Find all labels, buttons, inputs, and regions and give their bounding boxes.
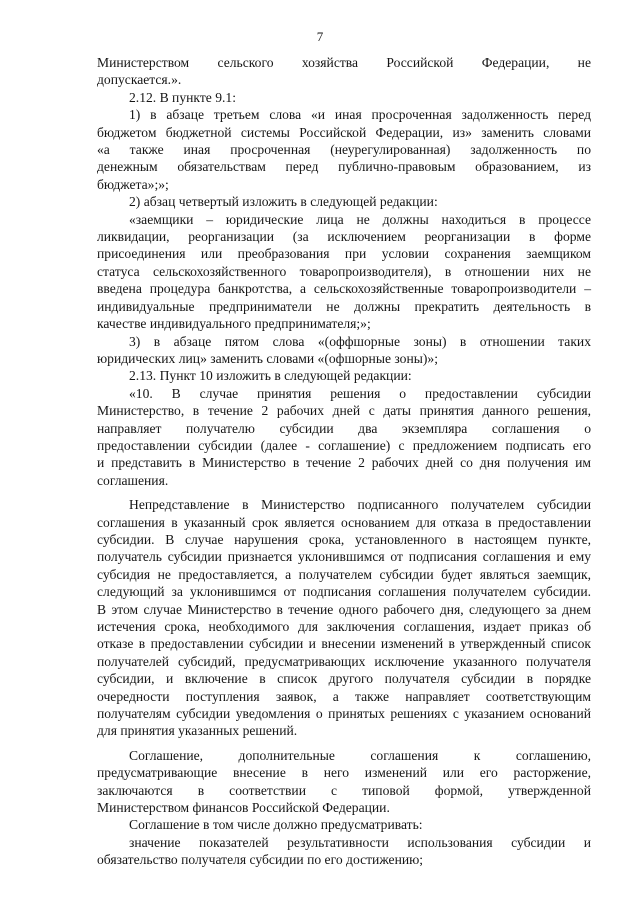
text-line: Соглашение в том числе должно предусматривать: (129, 817, 423, 833)
text-line: бюджетом бюджетной системы Российской Федерации, из» заменить словами (97, 124, 591, 140)
text-line: для принятия указанных решений. (97, 723, 298, 739)
text-line: направляет получателю субсидии два экземпляра соглашения о (97, 420, 591, 436)
text-line: 3) в абзаце пятом слова «(оффшорные зоны) в отношении таких (129, 333, 591, 349)
text-line: получатель субсидии признается уклонившимся от подписания соглашения и ему (97, 549, 591, 565)
text-line: предусматривающие внесение в него изменений или его расторжение, (97, 765, 591, 781)
text-line: значение показателей результативности использования субсидии и (129, 834, 591, 850)
text-line: субсидии. В случае нарушения срока, установленного в настоящем пункте, (97, 531, 591, 547)
text-line: 2.13. Пункт 10 изложить в следующей редакции: (129, 368, 412, 384)
text-line: 1) в абзаце третьем слова «и иная просроченная задолженность перед (129, 107, 591, 123)
text-line: субсидии, и включение в список другого получателя субсидии в порядке (97, 671, 591, 687)
text-line: и представить в Министерство в течение 2 рабочих дней со дня получения им (97, 455, 591, 471)
text-line: денежным обязательствам перед публично-правовым образованием, из (97, 159, 591, 175)
text-line: Министерством финансов Российской Федерации. (97, 800, 390, 816)
text-line: обязательство получателя субсидии по его достижению; (97, 852, 424, 868)
text-line: получателям субсидии уведомления о принятых решениях с указанием оснований (97, 706, 591, 722)
text-line: предоставлении субсидии (далее - соглашение) с предложением подписать его (97, 437, 591, 453)
text-line: отказе в предоставлении субсидии и внесении изменений в утвержденный список (97, 636, 591, 652)
text-line: Непредставление в Министерство подписанного получателем субсидии (129, 497, 591, 513)
text-line: истечения срока, необходимого для заключения соглашения, издает приказ об (97, 619, 591, 634)
text-line: бюджета»;»; (97, 176, 169, 192)
text-line: юридических лиц» заменить словами «(офшорные зоны)»; (97, 350, 438, 366)
text-line: соглашения в указанный срок является основанием для отказа в предоставлении (97, 514, 591, 530)
document-body (97, 54, 591, 869)
text-line: следующий за уклонившимся от подписания соглашения получателем субсидии. (97, 584, 591, 600)
text-line: индивидуальные предприниматели не должны прекратить деятельность в (97, 298, 591, 314)
text-line: введена процедура банкротства, а сельскохозяйственные товаропроизводители – (97, 281, 591, 297)
text-line: присоединения или преобразования при условии сохранения заемщиком (97, 246, 591, 262)
page-number: 7 (316, 29, 324, 44)
text-line: статуса сельскохозяйственного товаропроизводителя), в отношении них не (97, 263, 591, 279)
text-line: субсидия не предоставляется, а получателем субсидии будет являться заемщик, (97, 566, 591, 582)
text-line: Соглашение, дополнительные соглашения к соглашению, (129, 747, 591, 763)
text-line: 2.12. В пункте 9.1: (129, 89, 236, 105)
text-line: 2) абзац четвертый изложить в следующей редакции: (129, 194, 438, 210)
text-line: Министерство, в течение 2 рабочих дней с даты принятия данного решения, (97, 403, 591, 419)
text-line: качестве индивидуального предпринимателя;»; (97, 316, 371, 332)
text-line: Министерством сельского хозяйства Российской Федерации, не (97, 55, 591, 70)
text-line: В этом случае Министерство в течение одного рабочего дня, следующего за днем (97, 601, 591, 617)
text-line: соглашения. (97, 472, 169, 488)
text-line: допускается.». (97, 72, 182, 88)
text-line: «а также иная просроченная (неурегулированная) задолженность по (97, 142, 591, 158)
text-line: получателей субсидий, предусматривающих исключение указанного получателя (97, 653, 591, 669)
text-line: «заемщики – юридические лица не должны находиться в процессе (129, 211, 591, 227)
text-line: «10. В случае принятия решения о предоставлении субсидии (129, 385, 591, 401)
text-line: очередности поступления заявок, а также направляет соответствующим (97, 688, 591, 704)
text-line: ликвидации, реорганизации (за исключением реорганизации в форме (97, 229, 591, 245)
text-line: заключаются в соответствии с типовой формой, утвержденной (97, 782, 591, 798)
